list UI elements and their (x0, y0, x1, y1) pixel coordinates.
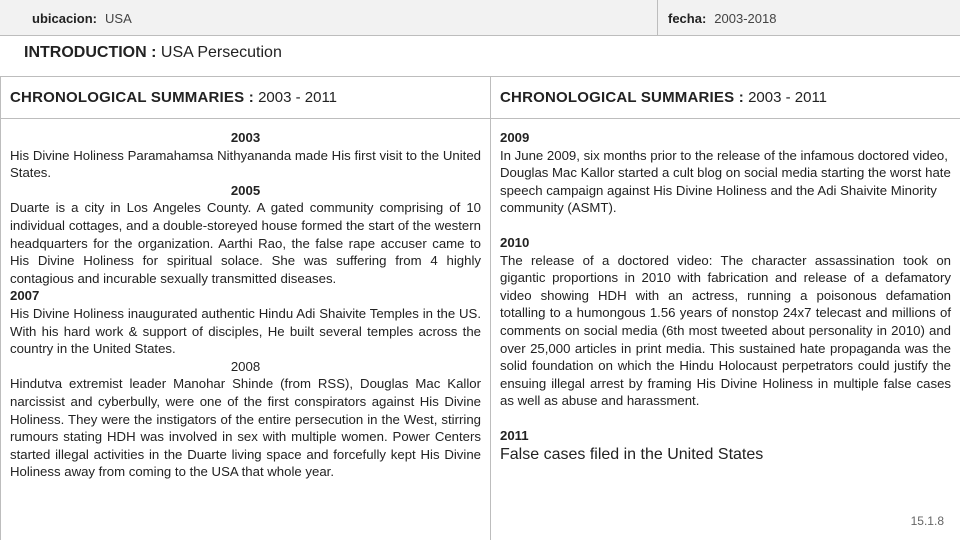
year-2005: 2005 (230, 182, 261, 198)
entry-2010-text: The release of a doctored video: The character assassination took on gigantic proportions in 2010 with fabrication and release of a defamatory video showing HDH with an actress, running a poisonous defamation totalling to a humongous 1.56 years of nonstop 24x7 telecast and millions of comments on social media (6th most tweeted about personality in 2010) and over 25,000 articles in print media. This sustained hate propaganda was the solid foundation on which the Hindu Holocaust perpetrators could justify the ensuing illegal arrest by framing His Divine Holiness in multiple false cases as well as abuse and harassment. (500, 252, 951, 409)
right-panel-body (491, 119, 960, 465)
left-panel-body (1, 119, 490, 481)
year-2008: 2008 (230, 358, 261, 374)
date-value: 2003-2018 (714, 10, 777, 26)
introduction-line (24, 44, 282, 62)
page-number: 15.1.8 (910, 514, 944, 528)
location-cell (0, 0, 658, 36)
introduction-value: USA Persecution (160, 44, 282, 61)
location-value: USA (105, 10, 132, 26)
year-2010: 2010 (500, 234, 530, 250)
location-label: ubicacion: (32, 10, 98, 26)
year-2011: 2011 (500, 427, 529, 443)
right-heading-label: CHRONOLOGICAL SUMMARIES : (500, 89, 744, 106)
left-panel-heading (1, 77, 490, 119)
entry-2005-text: Duarte is a city in Los Angeles County. A gated community comprising of 10 individual cottages, and a double-storeyed house formed the start of the western headquarters for the organization. Aarthi Rao, the false rape accuser came to His Divine Holiness for spiritual solace. She was suffering from 4 highly contagious and incurable sexually transmitted diseases. (10, 200, 481, 286)
date-cell (658, 0, 960, 36)
entry-2008-text: Hindutva extremist leader Manohar Shinde (from RSS), Douglas Mac Kallor narcissist and cyberbully, were one of the first conspirators against His Divine Holiness. They were the instigators of the entire persecution in the West, stirring rumours stating HDH was involved in sex with multiple women. Power Centers started illegal activities in the Duarte living space and forcefully kept His Divine Holiness away from coming to the USA that whole year. (10, 376, 481, 480)
left-heading-label: CHRONOLOGICAL SUMMARIES : (10, 89, 254, 106)
year-2007: 2007 (10, 288, 40, 304)
metadata-bar (0, 0, 960, 36)
entry-2007-text: His Divine Holiness inaugurated authentic Hindu Adi Shaivite Temples in the US. With his hard work & support of disciples, He built several temples across the country in the United States. (10, 305, 481, 357)
date-label: fecha: (668, 10, 707, 26)
right-summary-panel (491, 76, 960, 540)
entry-2011-text: False cases filed in the United States (500, 445, 764, 463)
entry-2009-text: In June 2009, six months prior to the release of the infamous doctored video, Douglas Mac Kallor started a cult blog on social media starting the worst hate speech campaign against His Divine Holiness and the Adi Shaivite Minority community (ASMT). (500, 147, 951, 216)
left-summary-panel (0, 76, 491, 540)
year-2009: 2009 (500, 130, 530, 145)
right-panel-heading (491, 77, 960, 119)
right-heading-range: 2003 - 2011 (748, 89, 828, 106)
year-2003: 2003 (230, 130, 261, 145)
introduction-label: INTRODUCTION : (24, 44, 157, 61)
left-heading-range: 2003 - 2011 (258, 89, 338, 106)
entry-2003-text: His Divine Holiness Paramahamsa Nithyananda made His first visit to the United States. (10, 147, 481, 181)
